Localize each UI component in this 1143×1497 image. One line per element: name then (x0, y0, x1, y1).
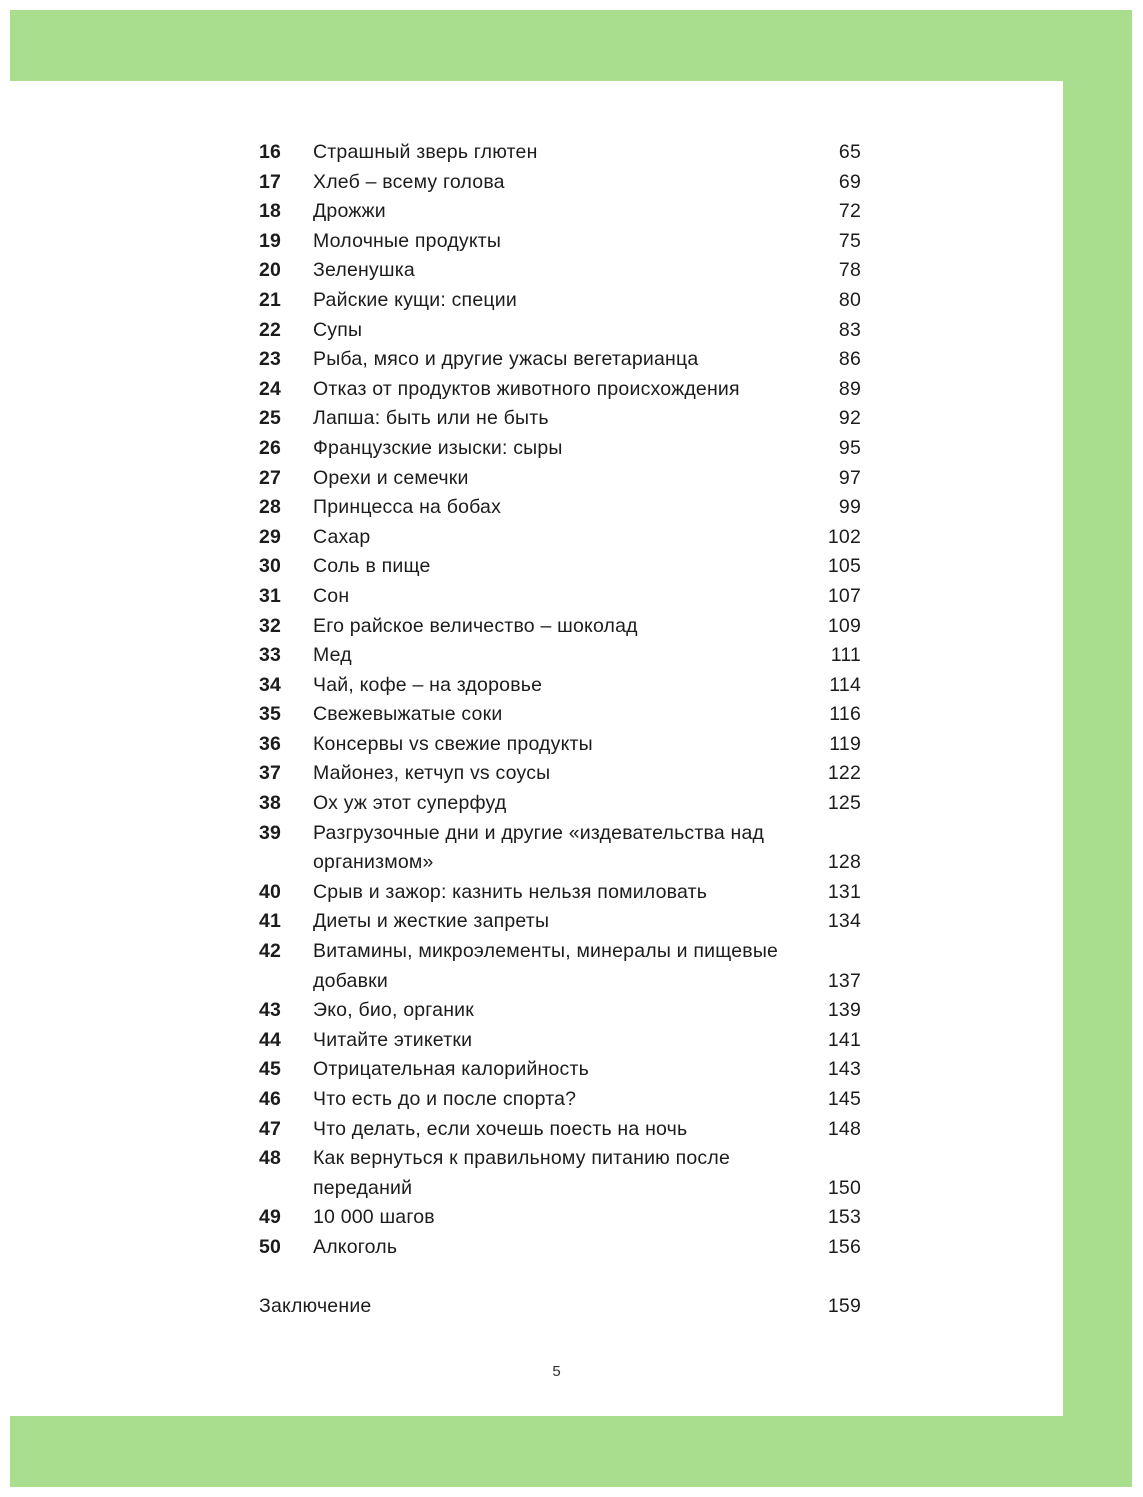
chapter-title: Супы (313, 318, 363, 341)
chapter-page: 134 (827, 910, 861, 933)
chapter-page: 80 (838, 288, 861, 311)
chapter-page: 78 (838, 259, 861, 282)
chapter-number: 20 (259, 259, 282, 282)
chapter-number: 31 (259, 584, 282, 607)
toc-entry (259, 1055, 861, 1085)
chapter-page: 107 (827, 584, 861, 607)
chapter-title: Хлеб – всему голова (313, 170, 505, 193)
green-frame-bottom (10, 1416, 1132, 1487)
toc-entry (259, 1233, 861, 1263)
chapter-number: 22 (259, 318, 282, 341)
chapter-number: 39 (259, 821, 282, 844)
chapter-title: Райские кущи: специи (313, 288, 517, 311)
chapter-title: Отрицательная калорийность (313, 1058, 589, 1081)
chapter-number: 32 (259, 614, 282, 637)
chapter-number: 29 (259, 525, 282, 548)
chapter-title: Майонез, кетчуп vs соусы (313, 762, 551, 785)
green-frame-top (10, 10, 1132, 81)
chapter-page: 89 (838, 377, 861, 400)
chapter-number: 49 (259, 1206, 282, 1229)
toc-entry (259, 907, 861, 937)
chapter-page: 141 (827, 1028, 861, 1051)
chapter-page: 122 (827, 762, 861, 785)
chapter-title: Как вернуться к правильному питанию после переданий (313, 1147, 731, 1199)
toc-entry (259, 286, 861, 316)
toc-entry (259, 671, 861, 701)
chapter-title: 10 000 шагов (313, 1206, 435, 1229)
page-number: 5 (552, 1363, 561, 1380)
chapter-page: 114 (829, 673, 861, 696)
chapter-page: 97 (838, 466, 861, 489)
chapter-title: Отказ от продуктов животного происхождения (313, 377, 740, 400)
chapter-title: Срыв и зажор: казнить нельзя помиловать (313, 880, 708, 903)
toc-entry (259, 937, 861, 996)
chapter-number: 45 (259, 1058, 282, 1081)
chapter-title: Рыба, мясо и другие ужасы вегетарианца (313, 348, 699, 371)
toc-entry (259, 996, 861, 1026)
chapter-title: Его райское величество – шоколад (313, 614, 638, 637)
chapter-page: 65 (838, 141, 861, 163)
toc-entry (259, 789, 861, 819)
chapter-number: 28 (259, 496, 282, 519)
chapter-page: 139 (827, 999, 861, 1022)
chapter-title: Что делать, если хочешь поесть на ночь (313, 1117, 688, 1140)
chapter-number: 21 (259, 288, 282, 311)
toc-entry (259, 523, 861, 553)
chapter-title: Сахар (313, 525, 371, 548)
chapter-page: 105 (827, 555, 861, 578)
toc-entry (259, 493, 861, 523)
toc-entry (259, 582, 861, 612)
toc-entry (259, 819, 861, 878)
chapter-page: 69 (838, 170, 861, 193)
chapter-title: Французские изыски: сыры (313, 436, 563, 459)
chapter-title: Орехи и семечки (313, 466, 469, 489)
chapter-page: 148 (827, 1117, 861, 1140)
chapter-title: Принцесса на бобах (313, 496, 502, 519)
chapter-title: Зеленушка (313, 259, 415, 282)
chapter-number: 42 (259, 940, 282, 963)
toc-entry (259, 612, 861, 642)
chapter-number: 27 (259, 466, 282, 489)
chapter-page: 83 (838, 318, 861, 341)
toc-entry (259, 197, 861, 227)
chapter-title: Дрожжи (313, 200, 386, 223)
chapter-number: 48 (259, 1147, 282, 1170)
chapter-page: 125 (827, 792, 861, 815)
chapter-number: 36 (259, 732, 282, 755)
toc-entry (259, 1085, 861, 1115)
chapter-page: 137 (827, 969, 861, 992)
chapter-title: Эко, био, органик (313, 999, 474, 1022)
toc-entry (259, 345, 861, 375)
green-frame-right (1063, 81, 1132, 1416)
chapter-page: 153 (827, 1206, 861, 1229)
toc-entry (259, 759, 861, 789)
chapter-title: Читайте этикетки (313, 1028, 473, 1051)
chapter-title: Что есть до и после спорта? (313, 1088, 577, 1110)
chapter-number: 23 (259, 348, 282, 371)
chapter-number: 35 (259, 703, 282, 726)
toc-entry (259, 641, 861, 671)
toc-entry (259, 1203, 861, 1233)
toc-entry (259, 227, 861, 257)
chapter-number: 25 (259, 407, 282, 430)
toc-conclusion (259, 1292, 861, 1322)
chapter-number: 30 (259, 555, 282, 578)
chapter-number: 17 (259, 170, 282, 193)
toc-entry (259, 730, 861, 760)
chapter-number: 43 (259, 999, 282, 1022)
chapter-title: Молочные продукты (313, 229, 502, 252)
chapter-page: 72 (838, 200, 861, 223)
chapter-page: 109 (827, 614, 861, 637)
chapter-number: 41 (259, 910, 282, 933)
toc-entry (259, 700, 861, 730)
chapter-page: 145 (827, 1088, 861, 1110)
chapter-page: 156 (827, 1235, 861, 1258)
toc-entry (259, 1115, 861, 1145)
chapter-page: 131 (827, 880, 861, 903)
chapter-number: 46 (259, 1088, 282, 1110)
conclusion-title: Заключение (259, 1295, 372, 1318)
chapter-page: 143 (827, 1058, 861, 1081)
toc-entry (259, 138, 861, 168)
chapter-page: 75 (838, 229, 861, 252)
chapter-page: 128 (827, 851, 861, 874)
chapter-title: Мед (313, 644, 352, 667)
chapter-title: Диеты и жесткие запреты (313, 910, 550, 933)
chapter-title: Свежевыжатые соки (313, 703, 503, 726)
chapter-title: Витамины, микроэлементы, минералы и пищевые добавки (313, 940, 779, 992)
toc-entry (259, 552, 861, 582)
chapter-title: Ох уж этот суперфуд (313, 792, 507, 815)
toc-entry (259, 1026, 861, 1056)
conclusion-page: 159 (827, 1295, 861, 1318)
toc-entry (259, 878, 861, 908)
toc-entry (259, 464, 861, 494)
toc-entry (259, 316, 861, 346)
chapter-number: 18 (259, 200, 282, 223)
chapter-page: 86 (838, 348, 861, 371)
chapter-number: 47 (259, 1117, 282, 1140)
chapter-number: 38 (259, 792, 282, 815)
chapter-title: Лапша: быть или не быть (313, 407, 549, 430)
chapter-title: Страшный зверь глютен (313, 141, 538, 163)
chapter-number: 40 (259, 880, 282, 903)
chapter-number: 44 (259, 1028, 282, 1051)
toc-entry (259, 168, 861, 198)
chapter-number: 19 (259, 229, 282, 252)
chapter-title: Сон (313, 584, 350, 607)
chapter-number: 26 (259, 436, 282, 459)
chapter-title: Соль в пище (313, 555, 431, 578)
chapter-title: Разгрузочные дни и другие «издевательства над организмом» (313, 821, 765, 874)
chapter-number: 33 (259, 644, 282, 667)
chapter-page: 99 (838, 496, 861, 519)
chapter-page: 116 (829, 703, 861, 726)
chapter-title: Чай, кофе – на здоровье (313, 673, 543, 696)
toc-entry (259, 375, 861, 405)
chapter-number: 24 (259, 377, 282, 400)
chapter-number: 34 (259, 673, 282, 696)
chapter-page: 150 (827, 1176, 861, 1199)
chapter-number: 16 (259, 141, 282, 163)
chapter-number: 37 (259, 762, 282, 785)
chapter-page: 111 (830, 644, 861, 667)
chapter-page: 95 (838, 436, 861, 459)
chapter-page: 102 (827, 525, 861, 548)
chapter-page: 92 (838, 407, 861, 430)
chapter-number: 50 (259, 1235, 282, 1258)
chapter-page: 119 (829, 732, 861, 755)
toc-entry (259, 256, 861, 286)
toc-entry (259, 1144, 861, 1203)
toc-entry (259, 434, 861, 464)
chapter-title: Консервы vs свежие продукты (313, 732, 593, 755)
chapter-title: Алкоголь (313, 1235, 398, 1258)
toc-entry (259, 404, 861, 434)
table-of-contents (259, 138, 861, 1322)
